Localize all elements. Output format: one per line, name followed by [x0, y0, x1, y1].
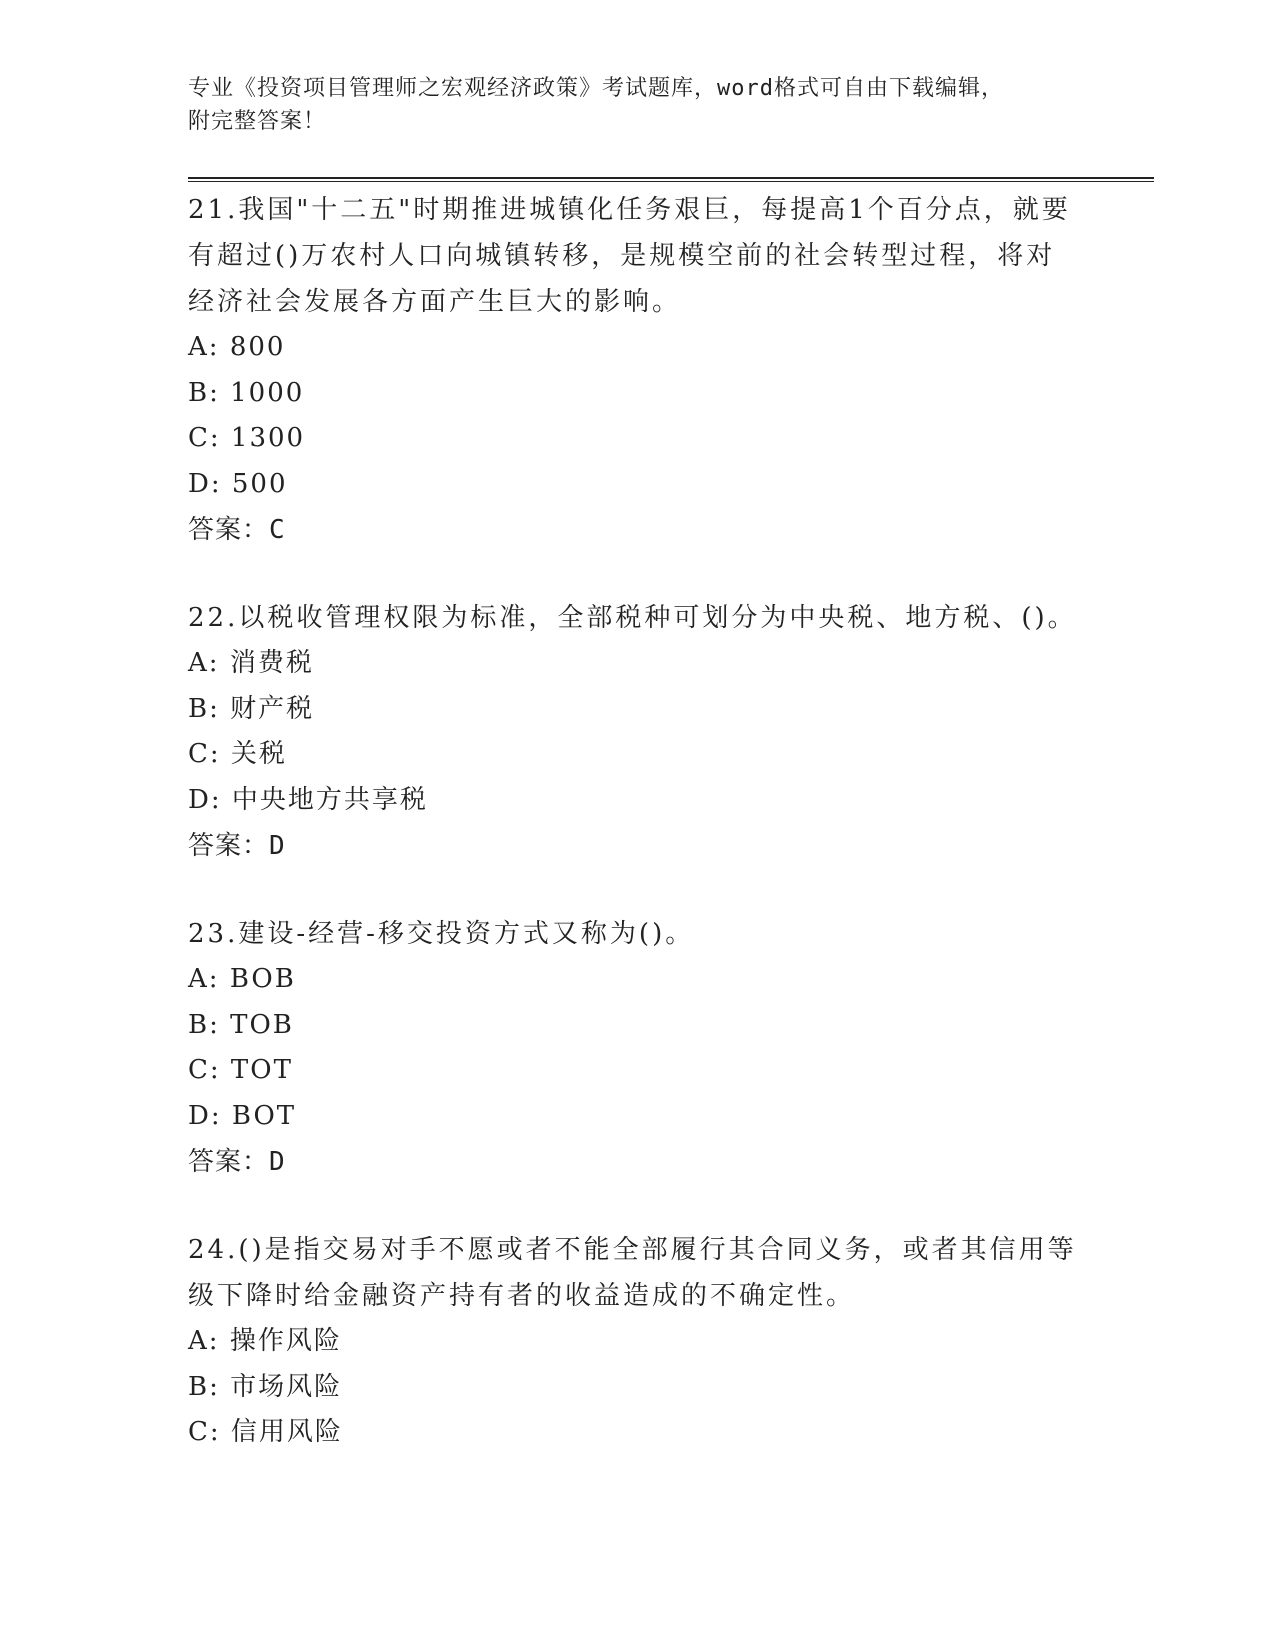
option-a	[188, 957, 1088, 1003]
option-a	[188, 1319, 1088, 1365]
option-text: 500	[231, 468, 288, 499]
option-letter: B:	[188, 1371, 220, 1402]
option-text: 1300	[230, 423, 306, 453]
option-letter: B:	[188, 377, 220, 408]
header-line-2: 附完整答案！	[188, 109, 327, 134]
answer-value: C	[269, 515, 286, 545]
option-letter: B:	[188, 693, 220, 724]
option-text: 800	[229, 332, 286, 362]
question-text-line: 有超过()万农村人口向城镇转移，是规模空前的社会转型过程，将对	[188, 241, 1056, 271]
option-a	[188, 641, 1088, 687]
option-text: 关税	[230, 739, 287, 769]
question-text-line: 级下降时给金融资产持有者的收益造成的不确定性。	[188, 1281, 856, 1311]
option-text: BOB	[229, 964, 296, 994]
question-21	[188, 187, 1088, 553]
option-b	[188, 371, 1088, 417]
option-c	[188, 1048, 1088, 1094]
option-text: 操作风险	[229, 1326, 342, 1356]
option-c	[188, 1410, 1088, 1456]
question-text-line: 经济社会发展各方面产生巨大的影响。	[188, 287, 682, 317]
option-text: 中央地方共享税	[231, 784, 428, 815]
answer-label: 答案：	[188, 1147, 270, 1177]
option-text: 消费税	[229, 648, 314, 678]
question-list	[188, 187, 1088, 1498]
option-c	[188, 416, 1088, 462]
answer-value: D	[269, 831, 286, 861]
option-d	[188, 778, 1088, 824]
header-divider-thick	[188, 177, 1154, 179]
option-letter: A:	[188, 964, 220, 994]
answer-label: 答案：	[188, 515, 270, 545]
header-line-1: 专业《投资项目管理师之宏观经济政策》考试题库，word格式可自由下载编辑，	[188, 76, 1004, 101]
option-text: 信用风险	[230, 1417, 343, 1447]
question-text-line: 22.以税收管理权限为标准，全部税种可划分为中央税、地方税、()。	[188, 603, 1077, 633]
option-text: 1000	[230, 377, 305, 408]
option-letter: C:	[188, 423, 221, 453]
answer-line	[188, 823, 1088, 869]
option-text: BOT	[231, 1100, 297, 1131]
option-letter: C:	[188, 739, 221, 769]
option-b	[188, 1003, 1088, 1049]
option-letter: C:	[188, 1055, 221, 1085]
option-a	[188, 325, 1088, 371]
answer-line	[188, 1139, 1088, 1185]
answer-label: 答案：	[188, 831, 270, 861]
option-d	[188, 1094, 1088, 1140]
option-text: 市场风险	[230, 1371, 343, 1402]
option-letter: A:	[188, 1326, 220, 1356]
question-22	[188, 595, 1088, 869]
option-letter: D:	[188, 784, 222, 815]
option-b	[188, 687, 1088, 733]
option-text: TOT	[230, 1055, 293, 1085]
option-d	[188, 462, 1088, 508]
option-letter: B:	[188, 1009, 220, 1040]
option-text: 财产税	[230, 693, 315, 724]
question-24	[188, 1227, 1088, 1456]
question-text-line: 23.建设-经营-移交投资方式又称为()。	[188, 919, 695, 949]
option-letter: A:	[188, 332, 220, 362]
answer-value: D	[269, 1147, 286, 1177]
option-letter: A:	[188, 648, 220, 678]
option-c	[188, 732, 1088, 778]
option-letter: D:	[188, 468, 222, 499]
option-text: TOB	[230, 1009, 294, 1040]
question-text-line: 21.我国"十二五"时期推进城镇化任务艰巨，每提高1个百分点，就要	[188, 195, 1071, 225]
option-letter: D:	[188, 1100, 222, 1131]
question-text-line: 24.()是指交易对手不愿或者不能全部履行其合同义务，或者其信用等	[188, 1235, 1077, 1265]
question-23	[188, 911, 1088, 1185]
option-b	[188, 1365, 1088, 1411]
header-divider-thin	[188, 181, 1154, 182]
answer-line	[188, 507, 1088, 553]
document-header	[188, 72, 1068, 138]
option-letter: C:	[188, 1417, 221, 1447]
